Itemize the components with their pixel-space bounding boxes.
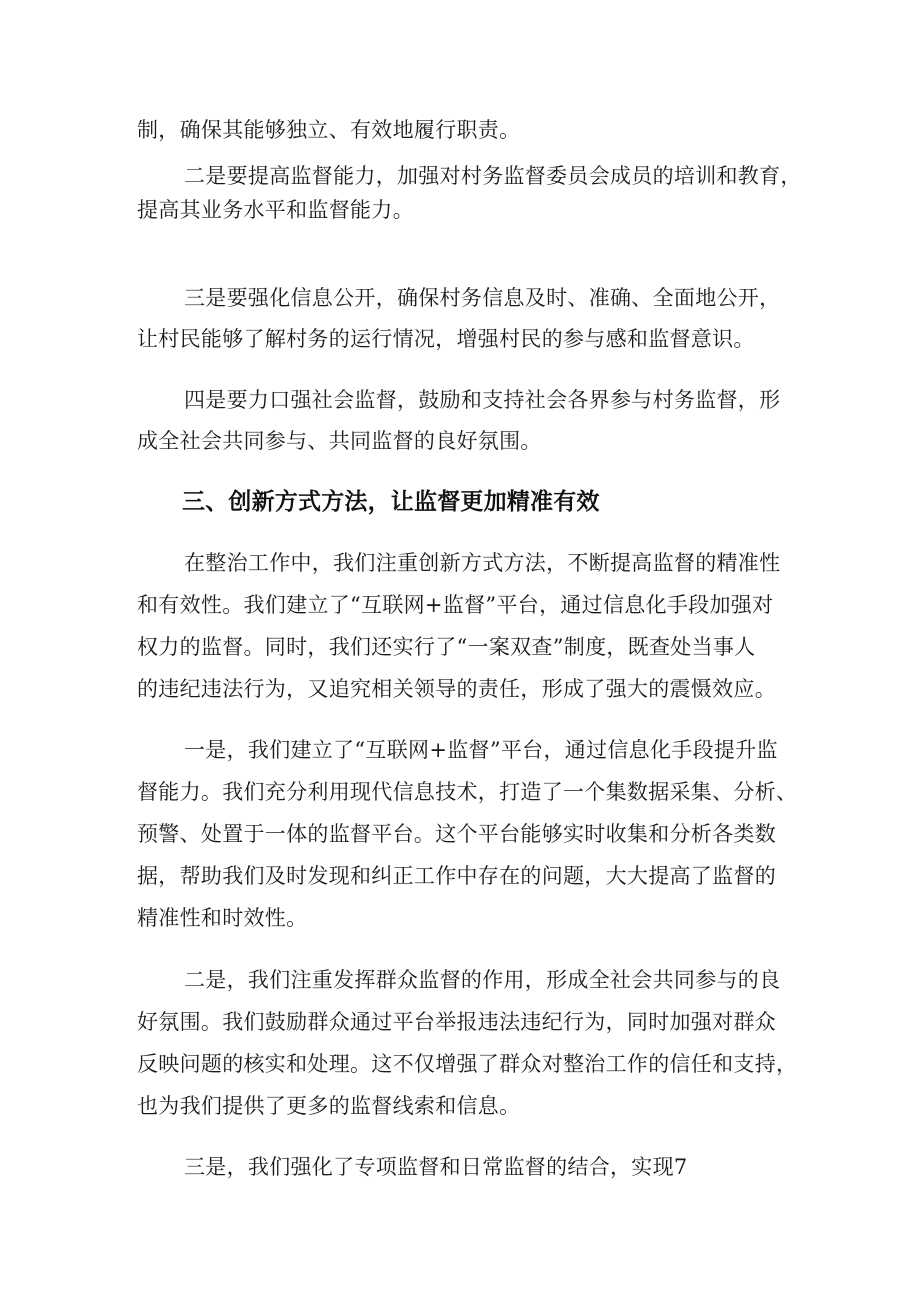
paragraph-line: 也为我们提供了更多的监督线索和信息。: [137, 1094, 521, 1118]
paragraph-line: 让村民能够了解村务的运行情况，增强村民的参与感和监督意识。: [137, 327, 755, 351]
paragraph-line: 一是，我们建立了“互联网+监督”平台，通过信息化手段提升监: [184, 738, 778, 762]
paragraph-line: 和有效性。我们建立了“互联网+监督”平台，通过信息化手段加强对: [137, 593, 774, 617]
paragraph-line: 好氛围。我们鼓励群众通过平台举报违法违纪行为，同时加强对群众: [137, 1010, 776, 1034]
paragraph-line: 二是，我们注重发挥群众监督的作用，形成全社会共同参与的良: [184, 968, 781, 992]
paragraph-line: 预警、处置于一体的监督平台。这个平台能够实时收集和分析各类数: [137, 822, 776, 846]
paragraph-line: 二是要提高监督能力，加强对村务监督委员会成员的培训和教育，: [184, 164, 802, 188]
paragraph-line: 据，帮助我们及时发现和纠正工作中存在的问题，大大提高了监督的: [137, 864, 776, 888]
paragraph-line: 三是要强化信息公开，确保村务信息及时、准确、全面地公开，: [184, 286, 781, 310]
paragraph-line: 反映问题的核实和处理。这不仅增强了群众对整治工作的信任和支持，: [137, 1052, 798, 1076]
paragraph-line: 在整治工作中，我们注重创新方式方法，不断提高监督的精准性: [184, 551, 781, 575]
paragraph-line: 成全社会共同参与、共同监督的良好氛围。: [137, 429, 542, 453]
paragraph-line: 制，确保其能够独立、有效地履行职责。: [137, 118, 521, 142]
paragraph-line: 三是，我们强化了专项监督和日常监督的结合，实现7: [184, 1155, 688, 1179]
paragraph-line: 的违纪违法行为，又追究相关领导的责任，形成了强大的震慑效应。: [137, 677, 776, 701]
paragraph-line: 四是要力口强社会监督，鼓励和支持社会各界参与村务监督，形: [184, 388, 781, 412]
section-heading: 三、创新方式方法，让监督更加精准有效: [182, 489, 600, 515]
paragraph-line: 精准性和时效性。: [137, 906, 308, 930]
paragraph-line: 权力的监督。同时，我们还实行了“一案双查”制度，既查处当事人: [137, 635, 756, 659]
paragraph-line: 督能力。我们充分利用现代信息技术，打造了一个集数据采集、分析、: [137, 780, 798, 804]
paragraph-line: 提高其业务水平和监督能力。: [137, 198, 414, 222]
